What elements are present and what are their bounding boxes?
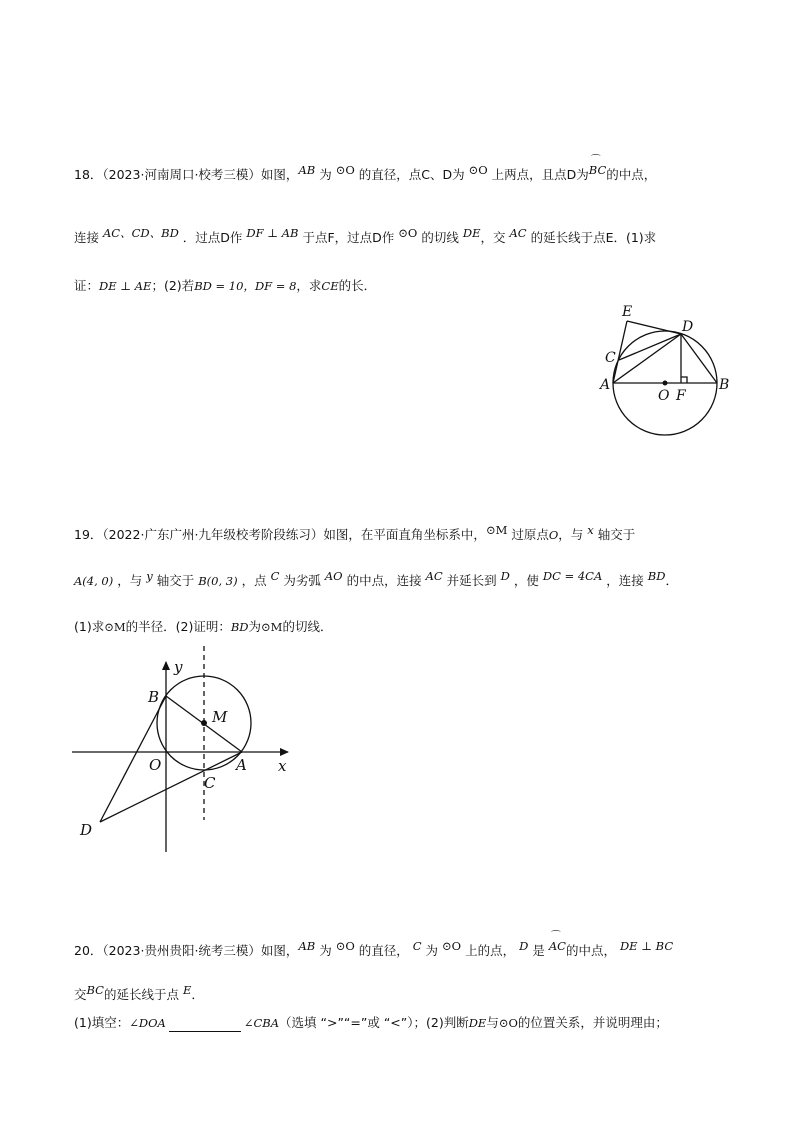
q18-circle-o: ⊙O (335, 163, 355, 177)
q19-label-b: B (148, 688, 160, 706)
q18-ac-cd-bd: AC、CD、BD (103, 226, 179, 240)
q19-text: ，点 (241, 573, 267, 588)
q20-line-1 (74, 931, 674, 960)
q18-text: 的延长线于点E．(1)求 (530, 230, 657, 245)
q19-d: D (500, 569, 510, 583)
q19-text: 并延长到 (446, 573, 497, 588)
q18-bc: BC (588, 163, 607, 177)
q20-circle-o: ⊙O (335, 939, 355, 953)
q18-line-1 (74, 155, 657, 184)
q19-circle-m: ⊙M (261, 620, 283, 634)
q19-point-a: A(4, 0) (74, 574, 114, 588)
q19-label-a: A (236, 756, 247, 774)
q20-d: D (519, 939, 529, 953)
q20-source: （2023·贵州贵阳·统考三模） (102, 943, 261, 958)
q19-text: ． (665, 573, 678, 588)
q20-text: 为 (425, 943, 439, 958)
q19-label-x: x (278, 757, 287, 775)
q18-label-f: F (676, 388, 686, 404)
q19-x: x (587, 523, 594, 537)
q19-point-b: B(0, 3) (198, 574, 238, 588)
q19-text: ，连接 (606, 573, 644, 588)
q19-circle-m: ⊙M (104, 620, 126, 634)
q19-label-m: M (212, 708, 228, 726)
q18-de: DE (462, 226, 481, 240)
q20-e: E (182, 983, 192, 997)
q20-text: 为 (319, 943, 332, 958)
q18-bd-df-values: BD = 10，DF = 8 (194, 279, 297, 293)
q20-number: 20． (74, 943, 103, 958)
q19-ao: AO (324, 569, 343, 583)
q19-text: 的切线． (282, 619, 333, 634)
q18-label-e: E (622, 304, 633, 320)
q20-circle-o: ⊙O (442, 939, 462, 953)
q20-text: 的延长线于点 (103, 987, 179, 1002)
q19-center-dot (201, 720, 207, 726)
q18-source: （2023·河南周口·校考三模） (102, 167, 261, 182)
q19-text: 轴交于 (597, 527, 636, 542)
q19-line-2 (74, 569, 678, 590)
q19-segment-da (100, 752, 242, 822)
q19-y: y (146, 569, 153, 583)
q20-answer-blank[interactable] (169, 1019, 241, 1032)
q18-text: ．过点D作 (182, 230, 243, 245)
q18-segment-ed (627, 321, 681, 334)
q20-text: (1)填空： (74, 1015, 130, 1030)
q18-text: ，交 (480, 230, 506, 245)
q20-text: ． (191, 987, 204, 1002)
q18-circle-o: ⊙O (468, 163, 488, 177)
q19-line-1 (74, 523, 636, 544)
q20-arc-mark: ⌒ (550, 931, 561, 942)
q19-o: O (548, 528, 559, 542)
q18-text: 的中点， (606, 167, 657, 182)
q19-text: 过原点 (511, 527, 549, 542)
q18-de-perp-ae: DE ⊥ AE (99, 279, 152, 293)
q18-text: ；(2)若 (151, 278, 195, 293)
q18-number: 18． (74, 167, 103, 182)
q20-line-3 (74, 1014, 668, 1032)
q19-bd: BD (230, 620, 249, 634)
q20-text: 与 (486, 1015, 499, 1030)
q19-line-3 (74, 618, 332, 636)
q18-text: 的直径，点C、D为 (358, 167, 465, 182)
q19-c: C (270, 569, 280, 583)
q18-circle (613, 331, 717, 435)
q20-text: 的直径， (358, 943, 409, 958)
q20-c: C (412, 939, 422, 953)
q19-dc-4ca: DC = 4CA (542, 569, 603, 583)
q19-text: 的半径．(2)证明： (125, 619, 231, 634)
q20-text: 的中点， (565, 943, 616, 958)
q20-ab: AB (298, 939, 316, 953)
q18-segment-ae (613, 321, 627, 383)
q18-text: 为 (319, 167, 332, 182)
q18-ab: AB (298, 163, 316, 177)
q18-circle-o: ⊙O (398, 226, 418, 240)
q18-label-b: B (719, 377, 730, 393)
q20-line-2 (74, 983, 204, 1004)
q18-ce: CE (321, 279, 339, 293)
q18-text: 的长． (338, 278, 377, 293)
q18-label-a: A (600, 377, 611, 393)
q20-text: 交 (74, 987, 87, 1002)
q20-text: 如图， (260, 943, 299, 958)
q20-circle-o: ⊙O (498, 1016, 518, 1030)
q19-ac: AC (425, 569, 443, 583)
q18-df-perp-ab: DF ⊥ AB (246, 226, 299, 240)
q20-text: 上的点， (465, 943, 516, 958)
q18-ac: AC (509, 226, 527, 240)
q19-text: ，使 (513, 573, 539, 588)
q19-text: 轴交于 (156, 573, 195, 588)
q20-angle-cba: ∠CBA (243, 1016, 280, 1030)
q18-text: 于点F，过点D作 (302, 230, 395, 245)
q19-text: 如图，在平面直角坐标系中， (323, 527, 486, 542)
q19-text: ，与 (558, 527, 584, 542)
q19-number: 19． (74, 527, 103, 542)
q19-label-y: y (174, 658, 183, 676)
q18-line-2 (74, 226, 657, 247)
q18-arc-mark: ⌒ (590, 155, 601, 166)
q18-text: 证： (74, 278, 100, 293)
q19-text: (1)求 (74, 619, 105, 634)
q20-de: DE (468, 1016, 487, 1030)
q18-segment-bd (681, 334, 717, 383)
q19-label-o: O (149, 756, 162, 774)
q18-text: 连接 (74, 230, 100, 245)
q19-text: 为 (248, 619, 262, 634)
q20-text: 的位置关系，并说明理由； (517, 1015, 668, 1030)
q20-bc: BC (86, 983, 104, 997)
q19-label-d: D (80, 821, 93, 839)
q19-circle (157, 676, 251, 770)
q19-label-c: C (204, 774, 216, 792)
q19-text: ，与 (117, 573, 143, 588)
q18-text: 上两点，且点D为 (491, 167, 589, 182)
q20-ac: AC (548, 939, 566, 953)
q18-text: ，求 (296, 278, 322, 293)
q19-bd: BD (647, 569, 666, 583)
q18-text: 如图， (260, 167, 299, 182)
q20-de-perp-bc: DE ⊥ BC (619, 939, 674, 953)
q18-segment-cd (619, 334, 681, 360)
q18-label-o: O (658, 388, 670, 404)
q18-segment-ad (613, 334, 681, 383)
q18-right-angle-mark (681, 377, 687, 383)
q18-line-3 (74, 277, 376, 295)
q19-segment-bd (100, 696, 166, 822)
q19-text: 的中点，连接 (346, 573, 422, 588)
q19-text: 为劣弧 (283, 573, 321, 588)
q19-circle-m: ⊙M (485, 523, 508, 537)
q18-label-c: C (605, 350, 616, 366)
q18-text: 的切线 (421, 230, 459, 245)
q20-angle-doa: ∠DOA (129, 1016, 166, 1030)
q20-text: （选填 “>”“=”或 “<”）；(2)判断 (279, 1015, 469, 1030)
q19-source: （2022·广东广州·九年级校考阶段练习） (102, 527, 324, 542)
q18-label-d: D (682, 319, 694, 335)
q20-text: 是 (532, 943, 545, 958)
q18-center-dot (663, 381, 668, 386)
q19-segment-ba (166, 696, 242, 752)
